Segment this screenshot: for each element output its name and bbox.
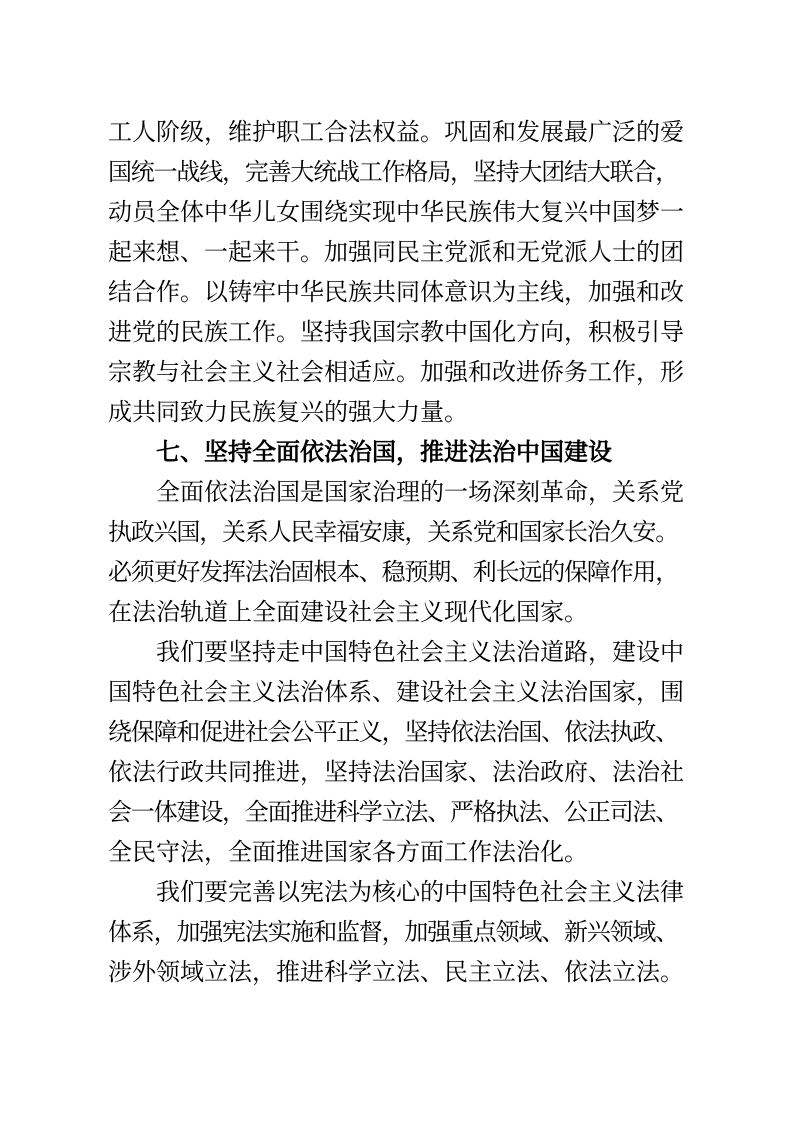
text-line: 我们要坚持走中国特色社会主义法治道路，建设中 bbox=[156, 640, 684, 666]
text-block bbox=[108, 113, 684, 993]
text-line: 在法治轨道上全面建设社会主义现代化国家。 bbox=[108, 600, 588, 626]
text-line: 必须更好发挥法治固根本、稳预期、利长远的保障作用， bbox=[108, 560, 678, 586]
text-line: 全面依法治国是国家治理的一场深刻革命，关系党 bbox=[156, 480, 684, 506]
text-line: 国统一战线，完善大统战工作格局，坚持大团结大联合， bbox=[108, 160, 678, 186]
text-line: 依法行政共同推进，坚持法治国家、法治政府、法治社 bbox=[108, 760, 684, 786]
text-line: 涉外领域立法，推进科学立法、民主立法、依法立法。 bbox=[108, 960, 684, 986]
text-line: 进党的民族工作。坚持我国宗教中国化方向，积极引导 bbox=[108, 320, 684, 346]
text-line: 我们要完善以宪法为核心的中国特色社会主义法律 bbox=[156, 880, 684, 906]
text-line: 宗教与社会主义社会相适应。加强和改进侨务工作，形 bbox=[108, 360, 684, 386]
text-line: 执政兴国，关系人民幸福安康，关系党和国家长治久安。 bbox=[108, 520, 678, 546]
text-line: 工人阶级，维护职工合法权益。巩固和发展最广泛的爱 bbox=[108, 120, 684, 146]
text-line: 结合作。以铸牢中华民族共同体意识为主线，加强和改 bbox=[108, 280, 684, 306]
text-line: 国特色社会主义法治体系、建设社会主义法治国家，围 bbox=[108, 680, 684, 706]
text-line: 动员全体中华儿女围绕实现中华民族伟大复兴中国梦一 bbox=[108, 200, 684, 226]
text-line: 成共同致力民族复兴的强大力量。 bbox=[108, 400, 468, 426]
text-line: 全民守法，全面推进国家各方面工作法治化。 bbox=[108, 840, 588, 866]
text-line: 绕保障和促进社会公平正义，坚持依法治国、依法执政、 bbox=[108, 720, 678, 746]
text-line: 体系，加强宪法实施和监督，加强重点领域、新兴领域、 bbox=[108, 920, 678, 946]
text-line: 会一体建设，全面推进科学立法、严格执法、公正司法、 bbox=[108, 800, 678, 826]
text-line: 起来想、一起来干。加强同民主党派和无党派人士的团 bbox=[108, 240, 684, 266]
section-heading: 七、坚持全面依法治国，推进法治中国建设 bbox=[156, 439, 612, 466]
